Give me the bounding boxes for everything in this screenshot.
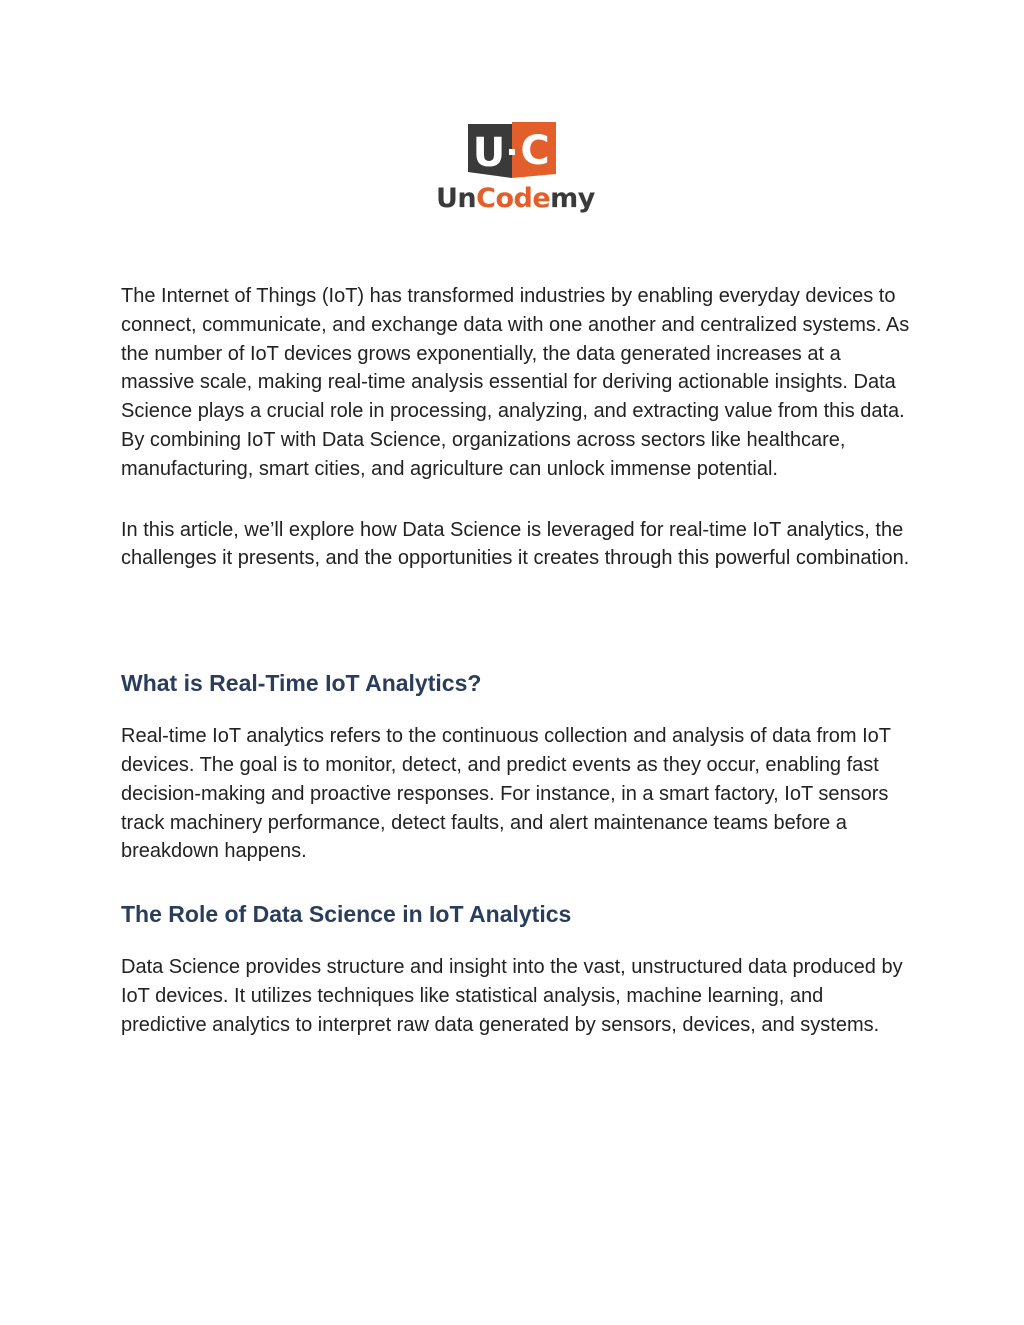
logo-letter-c: C	[520, 128, 550, 174]
section-heading-data-science-role: The Role of Data Science in IoT Analytics	[121, 901, 572, 928]
section-body-realtime-iot: Real-time IoT analytics refers to the continuous collection and analysis of data from IoT devices. The goal is to monitor, detect, and predict events as they occur, enabling fast decision-making and proactive responses. For instance, in a smart factory, IoT sensors track machinery performance, detect faults, and alert maintenance teams before a breakdown happens.	[121, 725, 891, 863]
article-body	[121, 282, 911, 1040]
uc-mark-icon	[436, 120, 588, 180]
wordmark-code: Code	[476, 183, 551, 214]
section-heading-realtime-iot: What is Real-Time IoT Analytics?	[121, 670, 482, 697]
overview-paragraph: In this article, we’ll explore how Data Science is leveraged for real-time IoT analytics, the challenges it presents, and the opportunities it creates through this powerful combination.	[121, 518, 910, 570]
section-body-data-science-role: Data Science provides structure and insight into the vast, unstructured data produced by IoT devices. It utilizes techniques like statistical analysis, machine learning, and predictive analytics to interpret raw data generated by sensors, devices, and systems.	[121, 956, 903, 1036]
intro-paragraph: The Internet of Things (IoT) has transformed industries by enabling everyday devices to connect, communicate, and exchange data with one another and centralized systems. As the number of IoT devices grows exponentially, the data generated increases at a massive scale, making real-time analysis essential for deriving actionable insights. Data Science plays a crucial role in processing, analyzing, and extracting value from this data. By combining IoT with Data Science, organizations across sectors like healthcare, manufacturing, smart cities, and agriculture can unlock immense potential.	[121, 285, 910, 480]
uncodemy-logo	[436, 120, 595, 220]
logo-wordmark	[436, 183, 595, 215]
logo-letter-u: U	[472, 130, 506, 176]
wordmark-un: Un	[436, 183, 477, 214]
wordmark-my: my	[550, 183, 595, 214]
